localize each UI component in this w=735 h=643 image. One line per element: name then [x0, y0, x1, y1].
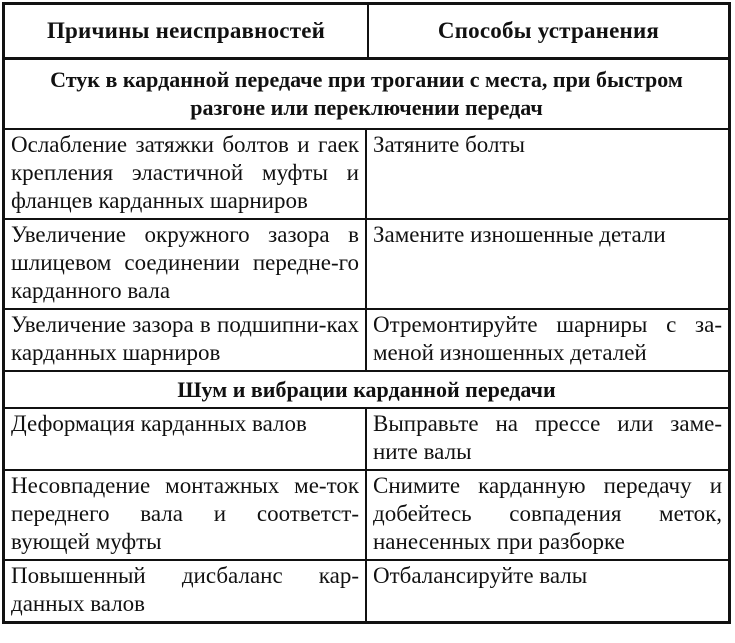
cause-cell: Ослабление затяжки болтов и гаек крепления эластичной муфты и фланцев карданных шарниров — [5, 130, 367, 218]
remedy-cell: Затяните болты — [373, 132, 525, 157]
remedy-cell: Замените изношенные детали — [373, 222, 666, 247]
table-row — [5, 409, 728, 471]
table-row — [5, 561, 728, 621]
troubleshooting-table — [2, 2, 731, 624]
table-row — [5, 220, 728, 310]
header-causes: Причины неисправностей — [5, 5, 369, 57]
cause-cell: Несовпадение монтажных ме-ток переднего вала и соответст-вующей муфты — [5, 471, 367, 559]
cause-cell: Увеличение окружного зазора в шлицевом соединении передне-го карданного вала — [5, 220, 367, 308]
table-row — [5, 310, 728, 372]
remedy-cell: Снимите карданную передачу и добейтесь совпадения меток, нанесенных при разборке — [373, 473, 722, 554]
cause-cell: Увеличение зазора в подшипни-ках карданных шарниров — [5, 310, 367, 370]
remedy-cell: Отбалансируйте валы — [373, 563, 588, 588]
remedy-cell: Выправьте на прессе или заме-ните валы — [373, 411, 722, 464]
table-row — [5, 471, 728, 561]
section-title: Шум и вибрации карданной передачи — [5, 372, 728, 409]
cause-cell: Повышенный дисбаланс кар-данных валов — [5, 561, 367, 621]
table-row — [5, 130, 728, 220]
section-title: Стук в карданной передаче при трогании с места, при быстром разгоне или переключении передач — [5, 60, 728, 130]
header-remedies: Способы устранения — [437, 18, 660, 43]
cause-cell: Деформация карданных валов — [5, 409, 367, 469]
table-header — [5, 5, 728, 60]
remedy-cell: Отремонтируйте шарниры с за-меной изношенных деталей — [373, 312, 722, 365]
